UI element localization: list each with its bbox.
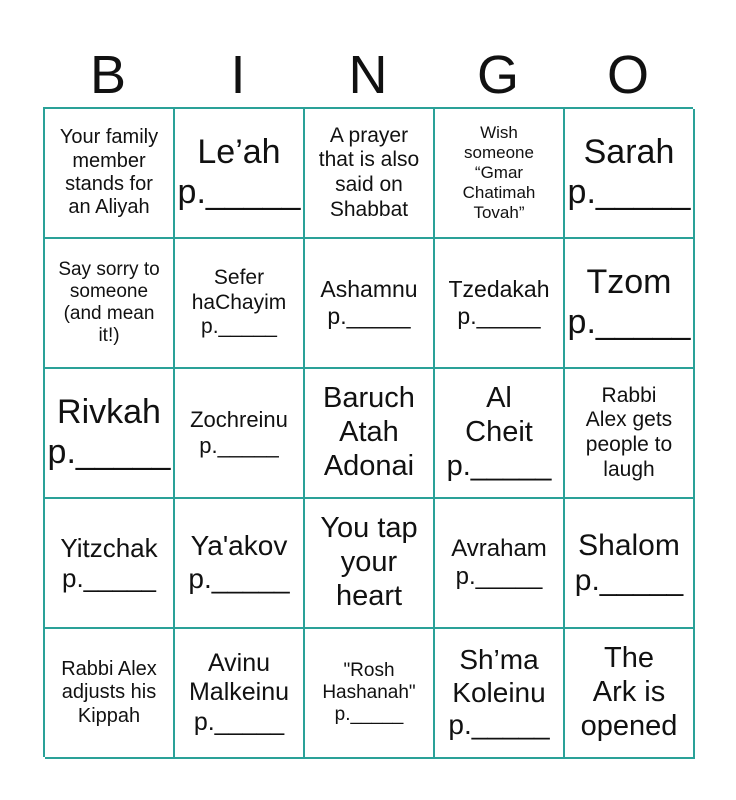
bingo-cell[interactable]: Sefer haChayim p._____ xyxy=(175,239,305,369)
header-letter-n: N xyxy=(348,45,388,105)
bingo-header xyxy=(43,44,693,106)
bingo-cell[interactable]: Yitzchak p._____ xyxy=(45,499,175,629)
bingo-cell[interactable]: "Rosh Hashanah" p._____ xyxy=(305,629,435,759)
bingo-cell[interactable]: Ya'akov p._____ xyxy=(175,499,305,629)
bingo-cell[interactable]: Avraham p._____ xyxy=(435,499,565,629)
bingo-cell[interactable]: Tzom p._____ xyxy=(565,239,695,369)
bingo-cell[interactable]: A prayer that is also said on Shabbat xyxy=(305,109,435,239)
bingo-cell[interactable]: Your family member stands for an Aliyah xyxy=(45,109,175,239)
bingo-cell[interactable]: Say sorry to someone (and mean it!) xyxy=(45,239,175,369)
bingo-cell[interactable]: Zochreinu p._____ xyxy=(175,369,305,499)
bingo-cell[interactable]: Al Cheit p._____ xyxy=(435,369,565,499)
bingo-cell[interactable]: The Ark is opened xyxy=(565,629,695,759)
bingo-cell[interactable]: Rabbi Alex adjusts his Kippah xyxy=(45,629,175,759)
header-letter-g: G xyxy=(476,45,519,105)
bingo-cell[interactable]: Tzedakah p._____ xyxy=(435,239,565,369)
bingo-cell[interactable]: Wish someone “Gmar Chatimah Tovah” xyxy=(435,109,565,239)
bingo-cell[interactable]: Rivkah p._____ xyxy=(45,369,175,499)
header-letter-i: I xyxy=(230,45,246,105)
bingo-cell[interactable]: Avinu Malkeinu p._____ xyxy=(175,629,305,759)
bingo-cell[interactable]: Shalom p._____ xyxy=(565,499,695,629)
bingo-cell[interactable]: Sh’ma Koleinu p._____ xyxy=(435,629,565,759)
bingo-cell[interactable]: Sarah p._____ xyxy=(565,109,695,239)
bingo-board xyxy=(43,107,693,757)
bingo-cell[interactable]: Le’ah p._____ xyxy=(175,109,305,239)
bingo-cell[interactable]: You tap your heart xyxy=(305,499,435,629)
header-letter-o: O xyxy=(606,45,649,105)
bingo-cell[interactable]: Baruch Atah Adonai xyxy=(305,369,435,499)
bingo-cell[interactable]: Rabbi Alex gets people to laugh xyxy=(565,369,695,499)
header-letter-b: B xyxy=(89,45,127,105)
bingo-cell[interactable]: Ashamnu p._____ xyxy=(305,239,435,369)
